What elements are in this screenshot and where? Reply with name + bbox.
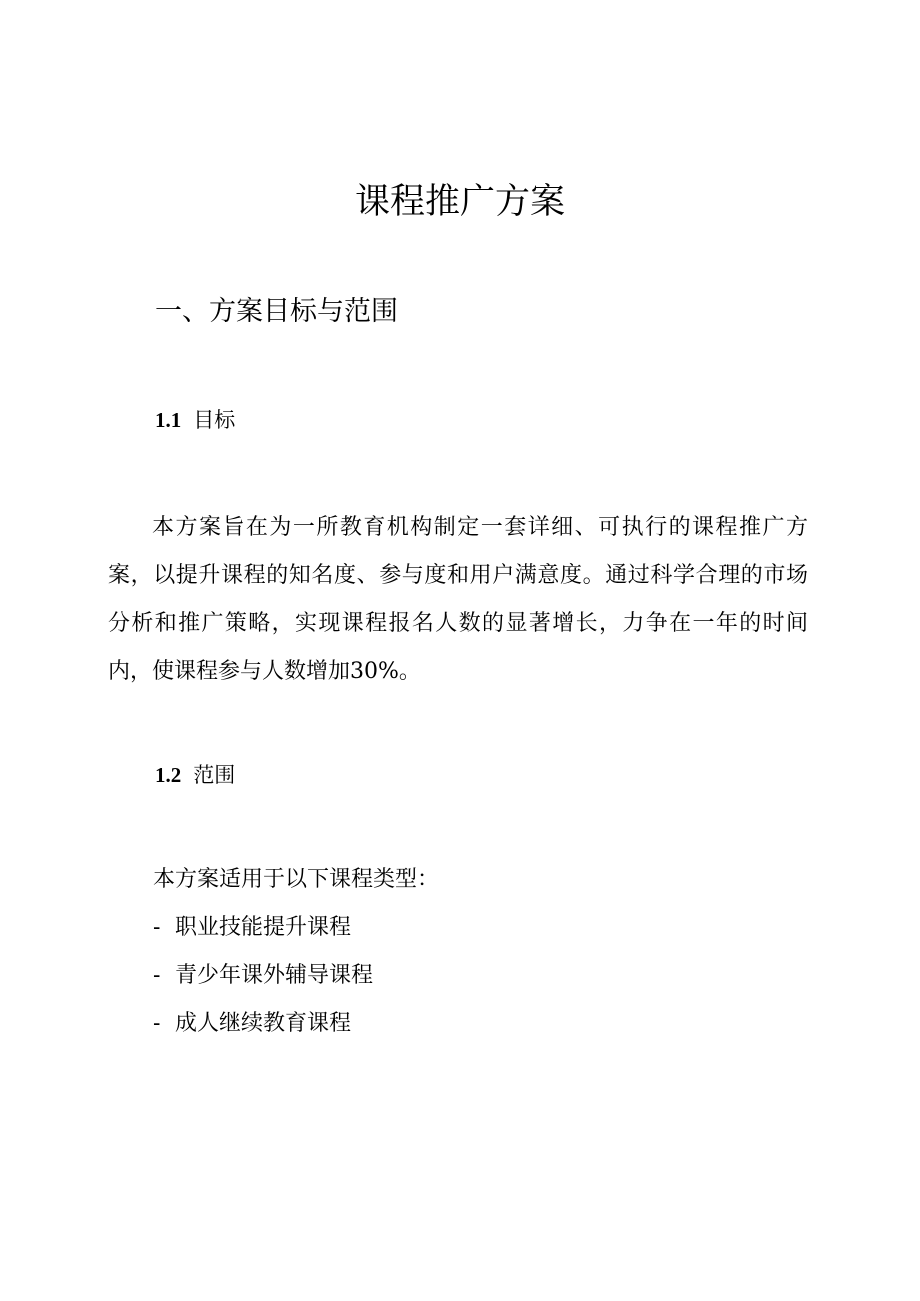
course-type-list <box>153 908 373 1052</box>
list-bullet: - <box>153 915 161 940</box>
subsection-title: 范围 <box>193 763 236 787</box>
scope-intro: 本方案适用于以下课程类型： <box>153 867 440 892</box>
subsection-heading-goal <box>155 405 235 435</box>
subsection-number: 1.2 <box>155 763 182 787</box>
subsection-number: 1.1 <box>155 408 182 432</box>
section-heading: 一、方案目标与范围 <box>155 296 398 327</box>
list-item-text: 职业技能提升课程 <box>175 915 352 940</box>
list-item <box>153 956 373 1004</box>
document-title: 课程推广方案 <box>354 182 565 222</box>
list-bullet: - <box>153 963 161 988</box>
list-item <box>153 908 373 956</box>
list-item-text: 青少年课外辅导课程 <box>175 963 374 988</box>
subsection-title: 目标 <box>193 408 236 432</box>
goal-paragraph: 本方案旨在为一所教育机构制定一套详细、可执行的课程推广方案，以提升课程的知名度、参与度和用户满意度。通过科学合理的市场分析和推广策略，实现课程报名人数的显著增长，力争在一年的时间内，使课程参与人数增加30%。 <box>108 515 808 684</box>
list-item <box>153 1004 373 1052</box>
list-bullet: - <box>153 1011 161 1036</box>
list-item-text: 成人继续教育课程 <box>175 1011 352 1036</box>
subsection-heading-scope <box>155 760 235 790</box>
